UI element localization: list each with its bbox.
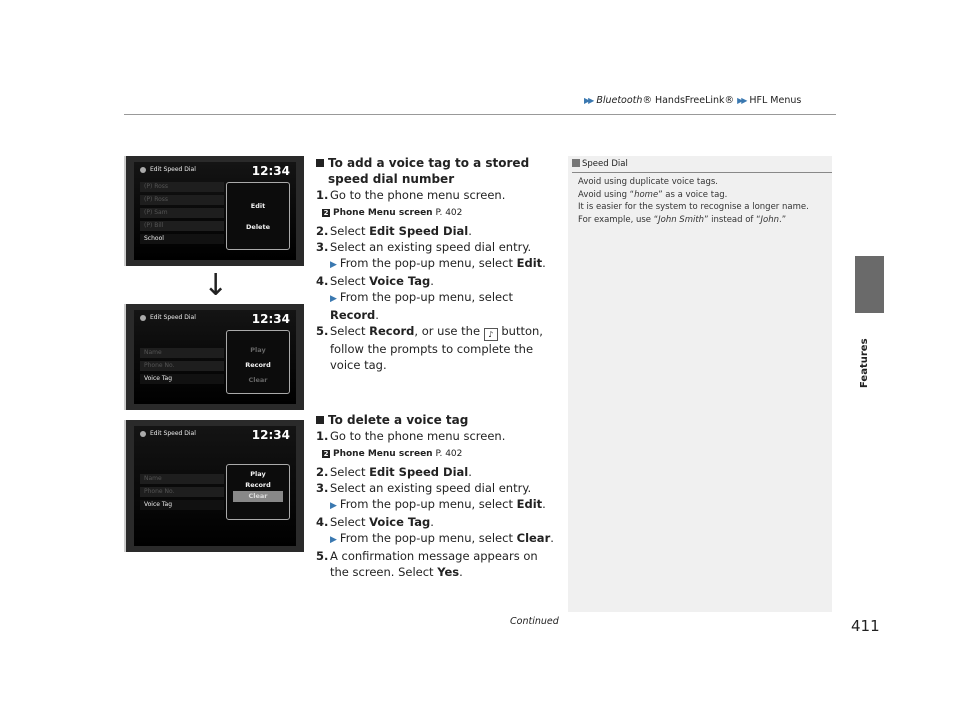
list-item: Phone No. <box>140 487 224 497</box>
list-item: (P) Ross <box>140 195 224 205</box>
add-voice-tag-section <box>316 155 556 373</box>
step-5: 5. Select Record, or use the ♪ button, follow the prompts to complete the voice tag. <box>316 324 543 372</box>
breadcrumb-menus: HFL Menus <box>749 95 802 106</box>
step-4-sub: ▶ From the pop-up menu, select Clear. <box>330 531 554 545</box>
note-line: Avoid using “home” as a voice tag. <box>578 189 728 200</box>
continued-label: Continued <box>510 616 559 627</box>
arrow-right-icon: ▶ <box>330 294 337 304</box>
note-icon <box>572 159 580 167</box>
list-item: (P) Sam <box>140 208 224 218</box>
step-4: 4. Select Voice Tag. <box>316 515 434 529</box>
screen-clock: 12:34 <box>251 428 290 442</box>
phone-icon <box>140 431 146 437</box>
reference-icon: 2 <box>323 450 329 458</box>
bullet-square-icon <box>316 159 324 167</box>
screen-title: Edit Speed Dial <box>140 430 196 437</box>
note-line: It is easier for the system to recognise a longer name. <box>578 202 809 212</box>
popup-item-record: Record <box>245 481 271 489</box>
breadcrumb-bluetooth: Bluetooth <box>596 95 643 106</box>
step-3-sub: ▶ From the pop-up menu, select Edit. <box>330 497 546 511</box>
list-item: (P) Bill <box>140 221 224 231</box>
screen-clock: 12:34 <box>251 312 290 326</box>
screen-title: Edit Speed Dial <box>140 166 196 173</box>
note-sidebar <box>568 156 832 612</box>
screenshot-voice-tag-clear <box>124 420 304 552</box>
popup-item-edit: Edit <box>250 202 266 210</box>
screenshot-voice-tag-record <box>124 304 304 410</box>
down-arrow-icon: ↓ <box>203 268 229 303</box>
step-3-sub: ▶ From the pop-up menu, select Edit. <box>330 256 546 270</box>
step-2: 2. Select Edit Speed Dial. <box>316 465 472 479</box>
arrow-right-icon: ▶ <box>330 535 337 545</box>
popup-item-record: Record <box>245 361 271 369</box>
popup-menu <box>226 330 290 394</box>
section-label: Features <box>859 338 870 388</box>
popup-item-delete: Delete <box>246 223 270 231</box>
arrow-right-icon: ▶ <box>330 260 337 270</box>
list-item: Voice Tag <box>140 500 224 510</box>
speed-dial-list <box>140 182 224 247</box>
reference-icon: 2 <box>323 209 329 217</box>
list-item: Phone No. <box>140 361 224 371</box>
arrow-right-icon: ▶ <box>330 501 337 511</box>
cross-reference: 2 Phone Menu screen P. 402 <box>323 449 463 459</box>
delete-voice-tag-section <box>316 412 556 580</box>
list-item: Voice Tag <box>140 374 224 384</box>
double-arrow-icon: ▶▶ <box>737 96 746 105</box>
step-4: 4. Select Voice Tag. <box>316 274 434 288</box>
step-1: 1. Go to the phone menu screen. <box>316 429 506 443</box>
entry-fields <box>140 474 224 513</box>
step-3: 3. Select an existing speed dial entry. <box>316 240 532 254</box>
phone-icon <box>140 315 146 321</box>
step-2: 2. Select Edit Speed Dial. <box>316 224 472 238</box>
section-heading: To add a voice tag to a stored speed dial number <box>316 155 556 187</box>
step-3: 3. Select an existing speed dial entry. <box>316 481 532 495</box>
popup-item-clear: Clear <box>233 491 283 502</box>
double-arrow-icon: ▶▶ <box>584 96 593 105</box>
bullet-square-icon <box>316 416 324 424</box>
note-line: Avoid using duplicate voice tags. <box>578 177 718 187</box>
step-5: 5. A confirmation message appears on the screen. Select Yes. <box>316 549 538 579</box>
screenshot-speed-dial-list <box>124 156 304 266</box>
popup-menu <box>226 182 290 250</box>
popup-item-play: Play <box>250 470 266 478</box>
phone-icon <box>140 167 146 173</box>
popup-menu <box>226 464 290 520</box>
list-item: (P) Ross <box>140 182 224 192</box>
section-tab <box>855 256 884 313</box>
list-item: Name <box>140 348 224 358</box>
talk-button-icon: ♪ <box>484 328 498 341</box>
popup-item-play: Play <box>250 346 266 354</box>
screen-title: Edit Speed Dial <box>140 314 196 321</box>
section-heading: To delete a voice tag <box>316 412 556 428</box>
cross-reference: 2 Phone Menu screen P. 402 <box>323 208 463 218</box>
step-4-sub: ▶ From the pop-up menu, select Record. <box>330 290 513 322</box>
page-number: 411 <box>851 617 880 635</box>
breadcrumb-hfl: ® HandsFreeLink® <box>642 95 735 106</box>
screen-clock: 12:34 <box>251 164 290 178</box>
step-1: 1. Go to the phone menu screen. <box>316 188 506 202</box>
note-line: For example, use “John Smith” instead of “John.” <box>578 214 787 225</box>
header-rule <box>124 114 836 115</box>
breadcrumb <box>584 95 801 106</box>
entry-fields <box>140 348 224 387</box>
list-item: Name <box>140 474 224 484</box>
note-body <box>578 176 824 226</box>
popup-item-clear: Clear <box>248 376 268 384</box>
list-item: School <box>140 234 224 244</box>
note-title: Speed Dial <box>572 158 832 173</box>
